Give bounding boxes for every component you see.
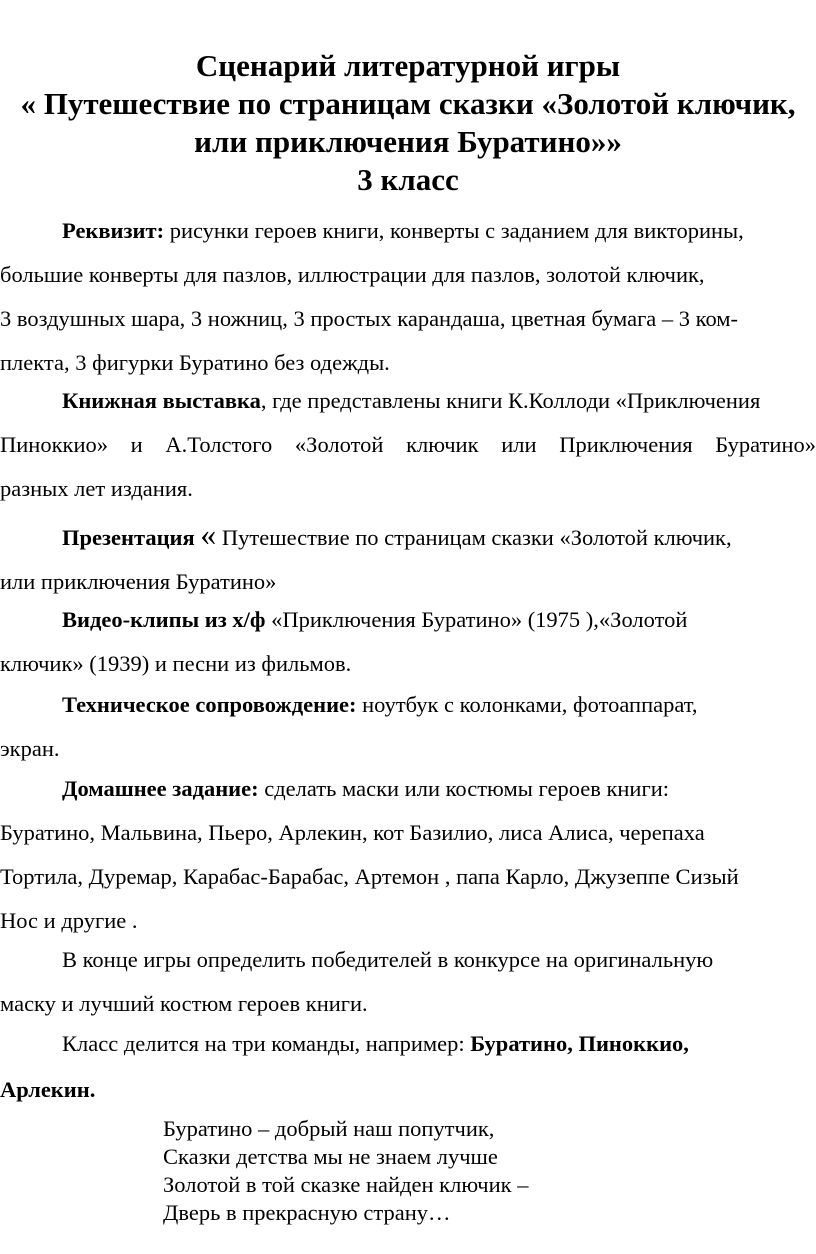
tech-line-1: [62, 683, 698, 727]
exhibition-text-1: , где представлены книги К.Коллоди «Приключения: [260, 388, 761, 413]
teams-text-1: Класс делится на три команды, например:: [62, 1031, 471, 1056]
poem-line-1: Буратино – добрый наш попутчик,: [163, 1116, 495, 1141]
homework-line-4: Нос и другие .: [0, 908, 138, 933]
homework-line-1: [62, 767, 669, 811]
video-text-1: «Приключения Буратино» (1975 ),«Золотой: [265, 607, 688, 632]
props-line-3: 3 воздушных шара, 3 ножниц, 3 простых карандаша, цветная бумага – 3 ком-: [0, 306, 738, 331]
winners-line-1: В конце игры определить победителей в конкурсе на оригинальную: [62, 947, 714, 972]
video-line-2: ключик» (1939) и песни из фильмов.: [0, 651, 352, 676]
video-line-1: [62, 598, 687, 642]
exhibition-line-1: [62, 379, 760, 423]
homework-line-2: Буратино, Мальвина, Пьеро, Арлекин, кот Базилио, лиса Алиса, черепаха: [0, 820, 705, 845]
props-label: Реквизит:: [62, 218, 165, 243]
props-line-4: плекта, 3 фигурки Буратино без одежды.: [0, 350, 390, 375]
teams-names-1: Буратино, Пиноккио,: [470, 1031, 689, 1056]
title-line-4: 3 класс: [357, 162, 459, 197]
title-line-1: Сценарий литературной игры: [195, 48, 621, 83]
teams-names-2: Арлекин.: [0, 1077, 96, 1102]
winners-line-2: маску и лучший костюм героев книги.: [0, 991, 368, 1016]
exhibition-label: Книжная выставка: [62, 388, 261, 413]
homework-label: Домашнее задание:: [62, 776, 259, 801]
props-line-2: большие конверты для пазлов, иллюстрации для пазлов, золотой ключик,: [0, 262, 705, 287]
video-label: Видео-клипы из х/ф: [62, 607, 266, 632]
teams-line-1: [62, 1022, 689, 1066]
exhibition-line-2: Пиноккио» и А.Толстого «Золотой ключик или Приключения Буратино»: [0, 432, 816, 457]
title-line-3: или приключения Буратино»»: [194, 124, 622, 159]
tech-text-1: ноутбук с колонками, фотоаппарат,: [356, 692, 698, 717]
presentation-line-1: [62, 512, 732, 560]
tech-line-2: экран.: [0, 736, 60, 761]
props-text-1: рисунки героев книги, конверты с заданием для викторины,: [164, 218, 744, 243]
poem-line-2: Сказки детства мы не знаем лучше: [163, 1144, 498, 1169]
tech-label: Техническое сопровождение:: [62, 692, 357, 717]
exhibition-line-3: разных лет издания.: [0, 476, 193, 501]
poem-line-3: Золотой в той сказке найден ключик –: [163, 1172, 529, 1197]
homework-text-1: сделать маски или костюмы героев книги:: [258, 776, 669, 801]
poem-line-4: Дверь в прекрасную страну…: [163, 1200, 451, 1225]
teams-line-2: [0, 1068, 95, 1112]
title-line-2: « Путешествие по страницам сказки «Золотой ключик,: [20, 86, 796, 121]
presentation-quote: «: [200, 516, 217, 552]
presentation-line-2: или приключения Буратино»: [0, 569, 277, 594]
presentation-label: Презентация: [62, 525, 195, 550]
presentation-text-1: Путешествие по страницам сказки «Золотой ключик,: [216, 525, 732, 550]
homework-line-3: Тортила, Дуремар, Карабас-Барабас, Артемон , папа Карло, Джузеппе Сизый: [0, 864, 739, 889]
props-line-1: [62, 209, 744, 253]
